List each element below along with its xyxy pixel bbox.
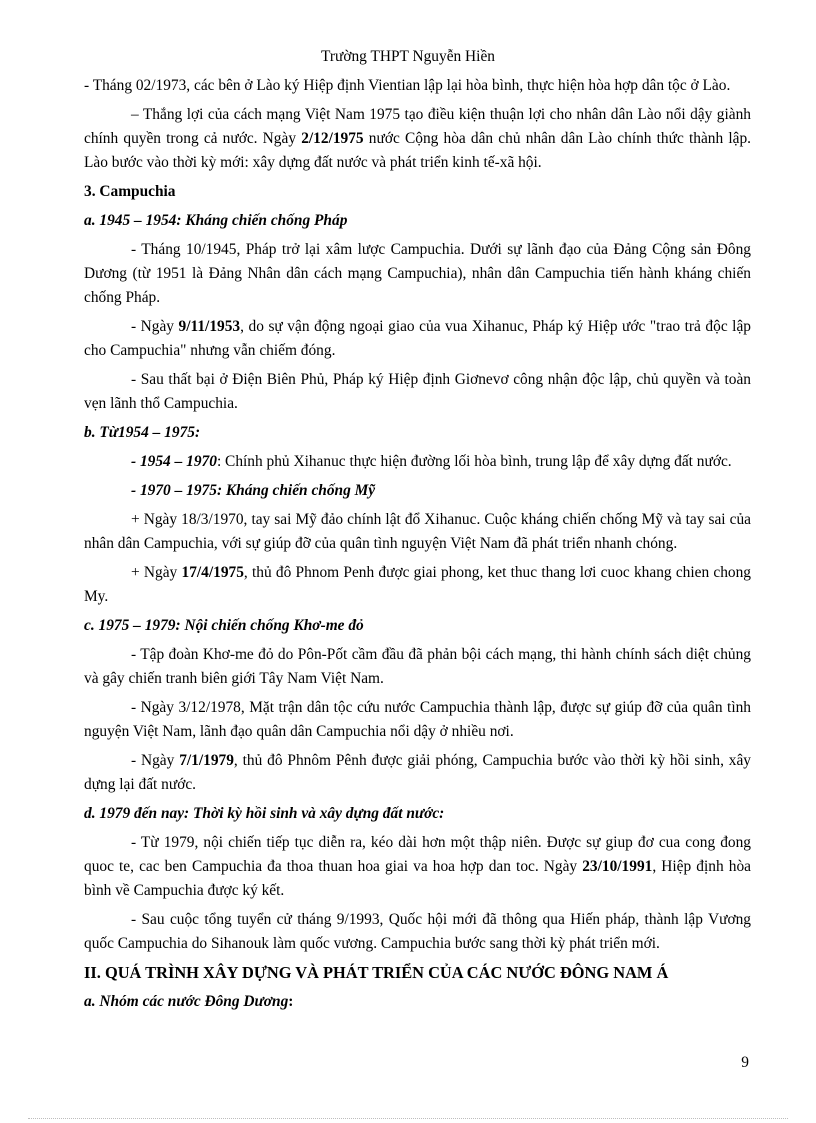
subsection-heading-c: c. 1975 – 1979: Nội chiến chống Khơ-me đỏ — [84, 617, 364, 634]
paragraph: - Sau thất bại ở Điện Biên Phủ, Pháp ký Hiệp định Giơnevơ công nhận độc lập, chủ quyền và toàn vẹn lãnh thổ Campuchia. — [84, 371, 751, 412]
section-heading-ii: II. QUÁ TRÌNH XÂY DỰNG VÀ PHÁT TRIỂN CỦA CÁC NƯỚC ĐÔNG NAM Á — [84, 963, 669, 982]
paragraph: – Thắng lợi của cách mạng Việt Nam 1975 tạo điều kiện thuận lợi cho nhân dân Lào nổi dậy giành chính quyền trong cả nước. Ngày 2/12/1975 nước Cộng hòa dân chủ nhân dân Lào chính thức thành lập. Lào bước vào thời kỳ mới: xây dựng đất nước và phát triển kinh tế-xã hội. — [84, 106, 751, 171]
page-number: 9 — [741, 1054, 749, 1071]
subsection-heading-d: d. 1979 đến nay: Thời kỳ hồi sinh và xây dựng đất nước: — [84, 805, 445, 822]
paragraph: - Sau cuộc tổng tuyển cử tháng 9/1993, Quốc hội mới đã thông qua Hiến pháp, thành lập Vương quốc Campuchia do Sihanouk làm quốc vương. Campuchia bước sang thời kỳ phát triển mới. — [84, 911, 751, 952]
date-highlight: 17/4/1975 — [181, 564, 244, 581]
paragraph: - Tháng 10/1945, Pháp trở lại xâm lược Campuchia. Dưới sự lãnh đạo của Đảng Cộng sản Đông Dương (từ 1951 là Đảng Nhân dân cách mạng Campuchia), nhân dân Campuchia tiến hành kháng chiến chống Pháp. — [84, 241, 751, 306]
paragraph — [84, 74, 751, 98]
subsection-heading-a: a. 1945 – 1954: Kháng chiến chống Pháp — [84, 212, 348, 229]
paragraph-text: - Tháng 02/1973, các bên ở Lào ký Hiệp định Vientian lập lại hòa bình, thực hiện hòa hợp dân tộc ở Lào. — [84, 77, 731, 94]
paragraph: - Từ 1979, nội chiến tiếp tục diễn ra, kéo dài hơn một thập niên. Được sự giup đơ cua cong đong quoc te, cac ben Campuchia đa thoa thuan hoa giai va hoa hợp dan toc. Ngày 23/10/1991, Hiệp định hòa bình về Campuchia được ký kết. — [84, 834, 751, 899]
paragraph: - 1954 – 1970: Chính phủ Xihanuc thực hiện đường lối hòa bình, trung lập để xây dựng đất nước. — [131, 453, 732, 470]
paragraph: - Tập đoàn Khơ-me đỏ do Pôn-Pốt cầm đầu đã phản bội cách mạng, thi hành chính sách diệt chủng và gây chiến tranh biên giới Tây Nam Việt Nam. — [84, 646, 751, 687]
subsection-heading-b: b. Từ1954 – 1975: — [84, 424, 201, 441]
paragraph: - Ngày 9/11/1953, do sự vận động ngoại giao của vua Xihanuc, Pháp ký Hiệp ước "trao trả độc lập cho Campuchia" nhưng vẫn chiếm đóng. — [84, 318, 751, 359]
date-highlight: 9/11/1953 — [178, 318, 241, 335]
document-body — [84, 74, 751, 1014]
date-highlight: 23/10/1991 — [582, 858, 653, 875]
date-highlight: 2/12/1975 — [301, 130, 364, 147]
period-label: - 1970 – 1975 — [131, 482, 217, 499]
section-heading-campuchia: 3. Campuchia — [84, 183, 176, 200]
page-header: Trường THPT Nguyễn Hiền — [321, 48, 495, 65]
paragraph: - 1970 – 1975: Kháng chiến chống Mỹ — [131, 482, 376, 499]
subsection-heading-ii-a: a. Nhóm các nước Đông Dương: — [84, 993, 294, 1010]
paragraph: - Ngày 7/1/1979, thủ đô Phnôm Pênh được giải phóng, Campuchia bước vào thời kỳ hồi sinh, xây dựng lại đất nước. — [84, 752, 751, 793]
paragraph: - Ngày 3/12/1978, Mặt trận dân tộc cứu nước Campuchia thành lập, được sự giúp đỡ của quân tình nguyện Việt Nam, lãnh đạo quân dân Campuchia nổi dậy ở nhiều nơi. — [84, 699, 751, 740]
paragraph: + Ngày 17/4/1975, thủ đô Phnom Penh được giai phong, ket thuc thang lơi cuoc khang chien chong My. — [84, 564, 751, 605]
page-footer-divider — [28, 1118, 788, 1119]
period-label: - 1954 – 1970 — [131, 453, 217, 470]
paragraph: + Ngày 18/3/1970, tay sai Mỹ đảo chính lật đổ Xihanuc. Cuộc kháng chiến chống Mỹ và tay sai của nhân dân Campuchia, với sự giúp đỡ của quân tình nguyện Việt Nam đã phát triển nhanh chóng. — [84, 511, 751, 552]
date-highlight: 7/1/1979 — [179, 752, 234, 769]
